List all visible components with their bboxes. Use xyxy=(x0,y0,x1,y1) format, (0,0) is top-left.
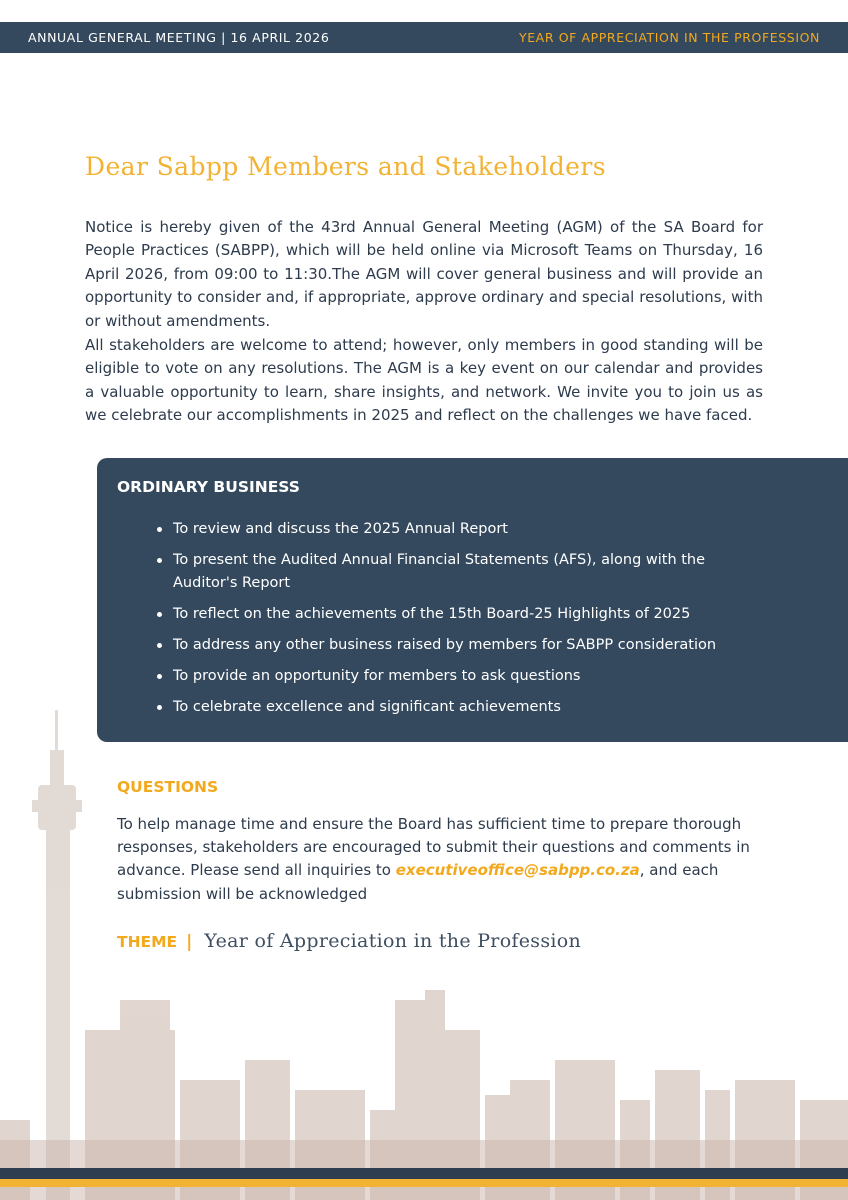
list-item xyxy=(155,634,755,657)
list-item-text: To provide an opportunity for members to ask questions xyxy=(173,668,581,684)
list-item xyxy=(155,696,755,719)
bullet-icon xyxy=(157,558,162,563)
list-item xyxy=(155,549,755,595)
bullet-icon xyxy=(157,612,162,617)
intro-paragraph: Notice is hereby given of the 43rd Annual General Meeting (AGM) of the SA Board for People Practices (SABPP), which will be held online via Microsoft Teams on Thursday, 16 April 2026, from 09:00 to 11:30.The AGM will cover general business and will provide an opportunity to consider and, if appropriate, approve ordinary and special resolutions, with or without amendments. xyxy=(85,218,763,330)
list-item-text: To present the Audited Annual Financial Statements (AFS), along with the Auditor's Report xyxy=(173,552,706,591)
list-item-text: To celebrate excellence and significant achievements xyxy=(173,699,561,715)
bullet-icon xyxy=(157,527,162,532)
list-item-text: To address any other business raised by members for SABPP consideration xyxy=(173,637,717,653)
footer-stripe-dark xyxy=(0,1168,848,1179)
ordinary-business-panel xyxy=(97,458,848,742)
questions-text-end: , and each submission will be acknowledged xyxy=(117,861,719,903)
list-item-text: To review and discuss the 2025 Annual Report xyxy=(173,521,508,537)
theme-text: Year of Appreciation in the Profession xyxy=(204,930,582,952)
theme-line xyxy=(117,930,581,952)
list-item xyxy=(155,603,755,626)
header-theme: YEAR OF APPRECIATION IN THE PROFESSION xyxy=(518,30,820,45)
bullet-icon xyxy=(157,705,162,710)
questions-title: QUESTIONS xyxy=(117,778,219,796)
ordinary-business-title: ORDINARY BUSINESS xyxy=(117,478,300,496)
salutation-heading: Dear Sabpp Members and Stakeholders xyxy=(85,152,606,181)
theme-separator: | xyxy=(186,932,193,952)
intro-paragraph: All stakeholders are welcome to attend; however, only members in good standing will be eligible to vote on any resolutions. The AGM is a key event on our calendar and provides a valuable opportunity to learn, share insights, and network. We invite you to join us as we celebrate our accomplishments in 2025 and reflect on the challenges we have faced. xyxy=(85,336,763,425)
list-item-text: To reflect on the achievements of the 15th Board-25 Highlights of 2025 xyxy=(173,606,691,622)
bullet-icon xyxy=(157,643,162,648)
list-item xyxy=(155,665,755,688)
footer-stripe-gold xyxy=(0,1179,848,1187)
ordinary-business-list xyxy=(155,518,755,727)
questions-text: To help manage time and ensure the Board has sufficient time to prepare thorough responses, stakeholders are encouraged to submit their questions and comments in advance. Please send all inquiries to xyxy=(117,815,750,880)
theme-label: THEME xyxy=(117,933,178,951)
bullet-icon xyxy=(157,674,162,679)
header-meeting-date: ANNUAL GENERAL MEETING | 16 APRIL 2026 xyxy=(28,30,330,45)
questions-paragraph xyxy=(117,813,767,906)
header-bar xyxy=(0,22,848,53)
list-item xyxy=(155,518,755,541)
email-link[interactable]: executiveoffice@sabpp.co.za xyxy=(395,861,640,880)
